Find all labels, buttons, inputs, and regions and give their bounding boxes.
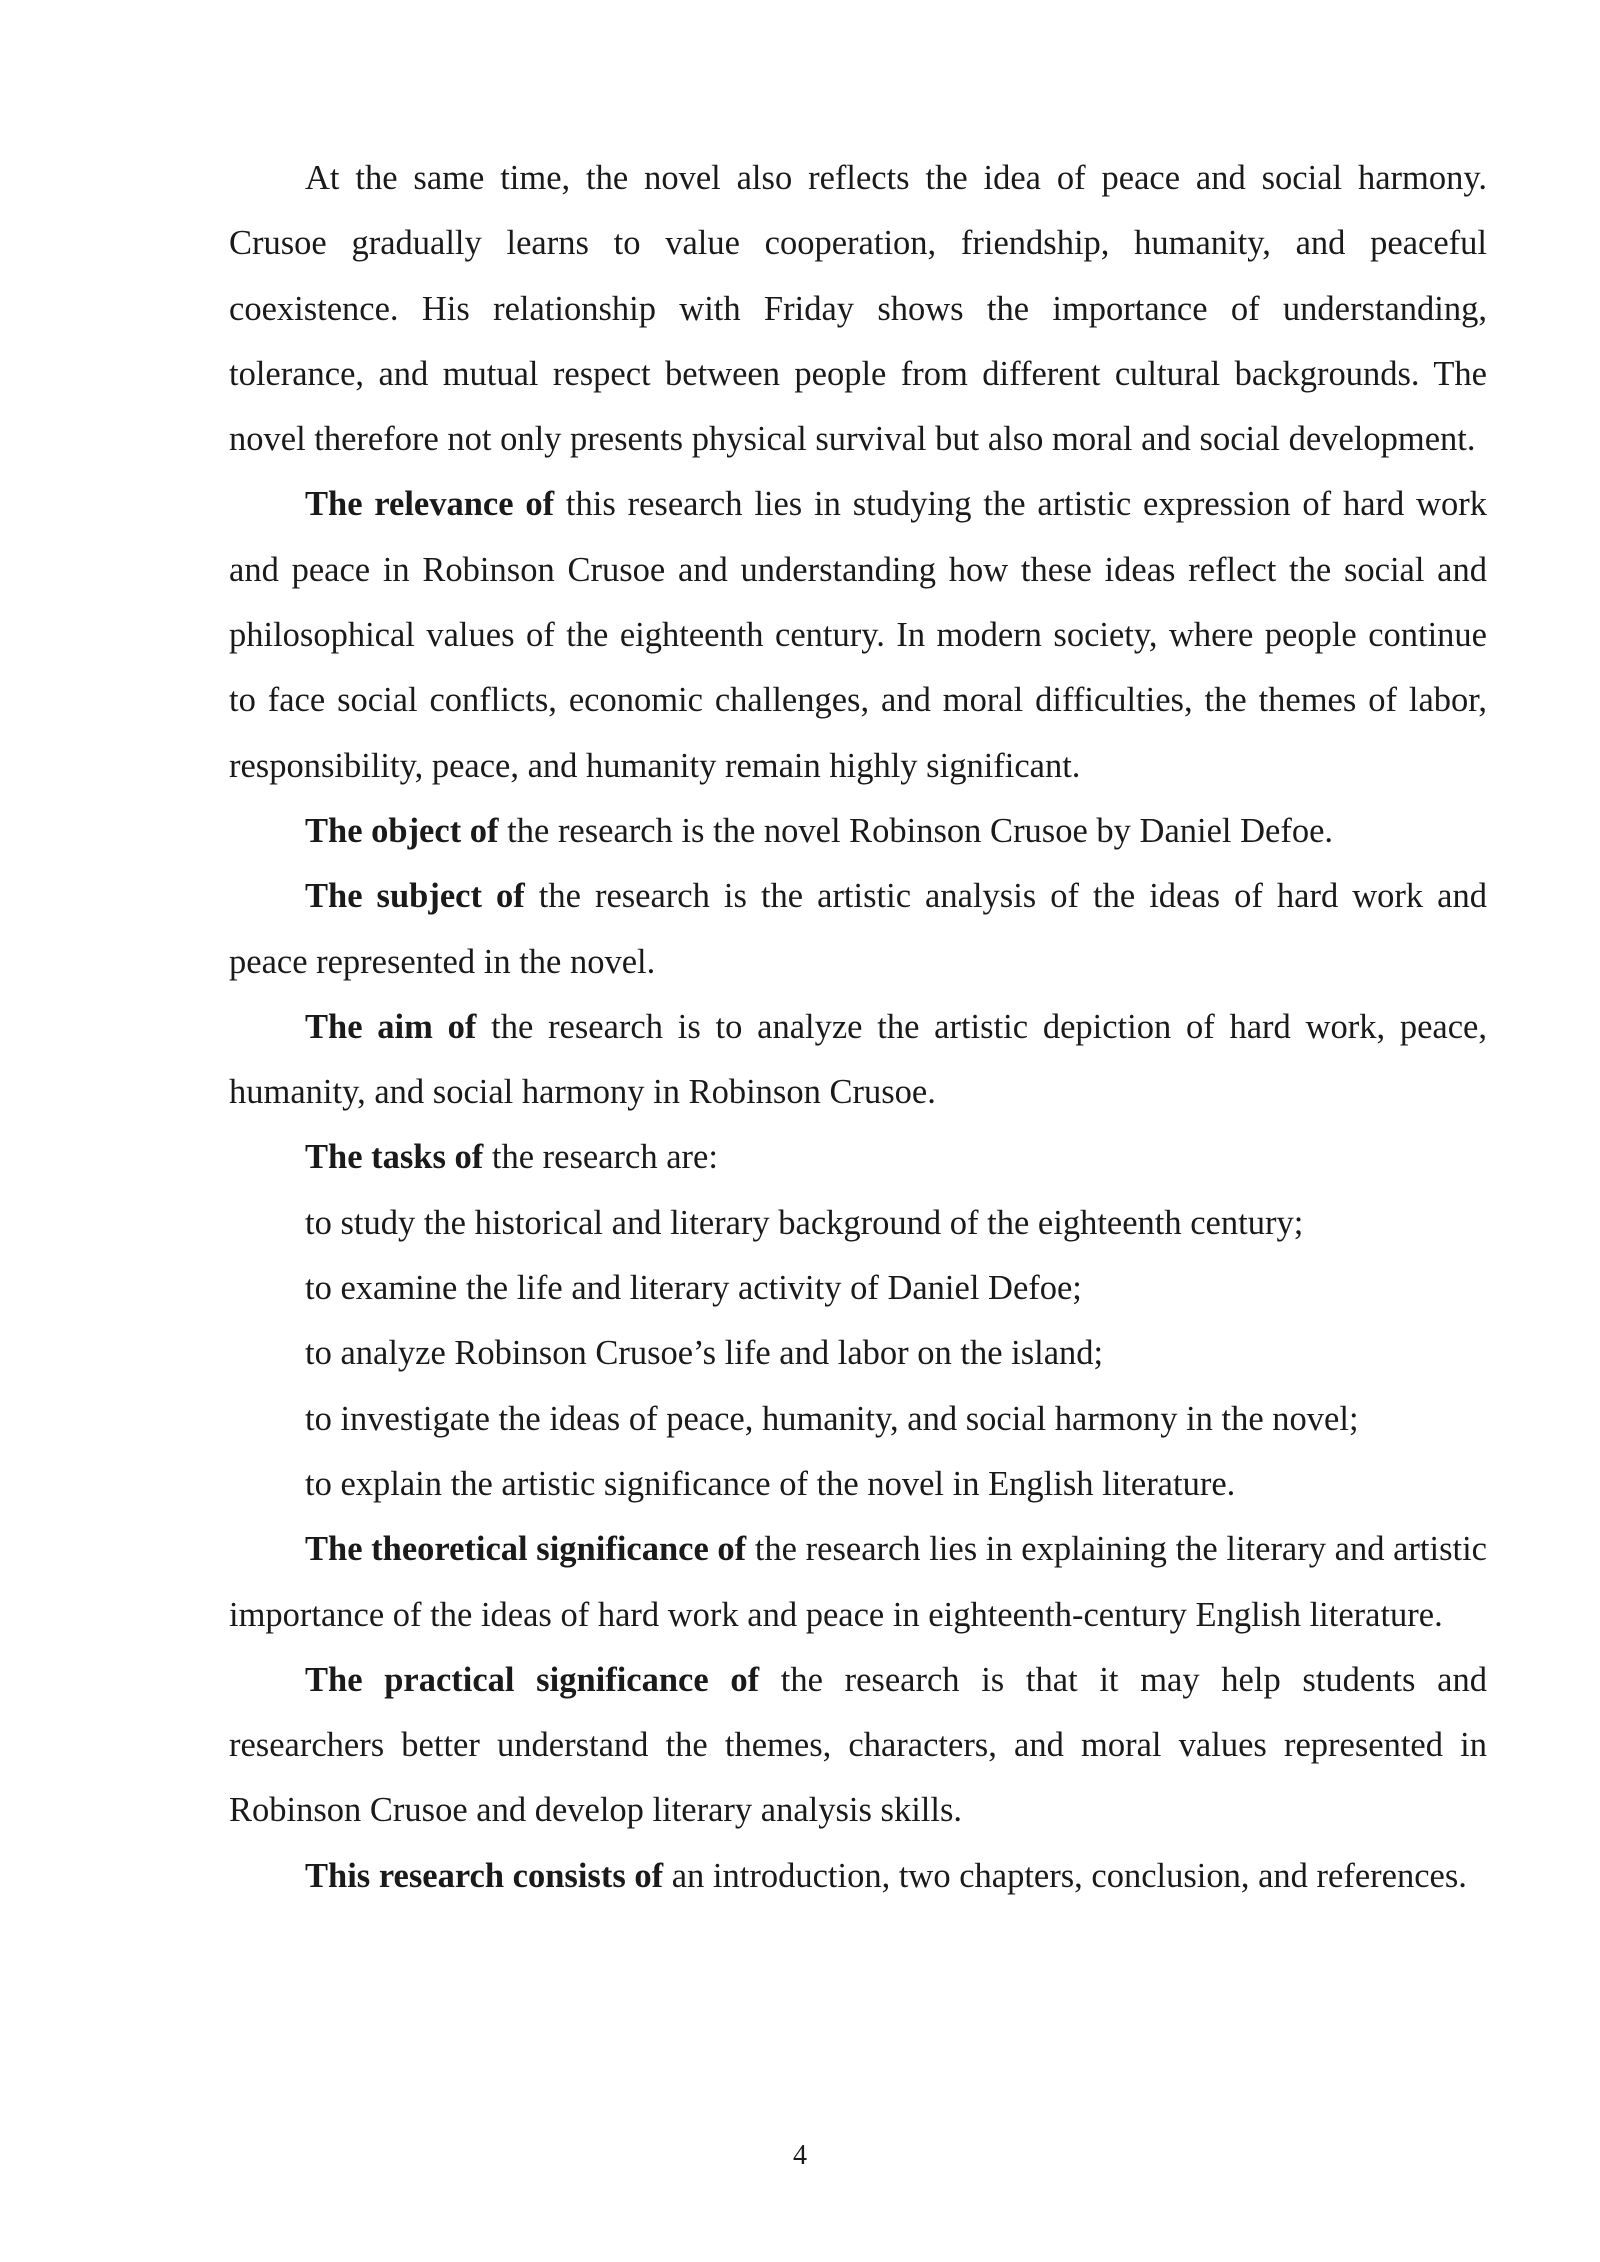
structure-text: an introduction, two chapters, conclusion, and references. xyxy=(663,1856,1467,1895)
paragraph-theoretical-significance xyxy=(229,1517,1487,1648)
theoretical-text: the research lies in explaining the literary and artistic importance of the ideas of hard work and peace in eighteenth-century English literature. xyxy=(229,1530,1487,1634)
subject-text: the research is the artistic analysis of the ideas of hard work and peace represented in the novel. xyxy=(229,877,1487,981)
subject-heading: The subject of xyxy=(305,877,525,916)
relevance-text: this research lies in studying the artistic expression of hard work and peace in Robinson Crusoe and understanding how these ideas reflect the social and philosophical values of the eighteenth century. In modern society, where people continue to face social conflicts, economic challenges, and moral difficulties, the themes of labor, responsibility, peace, and humanity remain highly significant. xyxy=(229,485,1487,785)
practical-heading: The practical significance of xyxy=(305,1660,760,1699)
paragraph-practical-significance xyxy=(229,1648,1487,1844)
task-item: to investigate the ideas of peace, humanity, and social harmony in the novel; xyxy=(305,1399,1359,1438)
task-item: to explain the artistic significance of the novel in English literature. xyxy=(305,1464,1236,1503)
task-item: to examine the life and literary activity of Daniel Defoe; xyxy=(305,1269,1082,1308)
aim-heading: The aim of xyxy=(305,1007,477,1046)
task-item: to analyze Robinson Crusoe’s life and labor on the island; xyxy=(305,1334,1104,1373)
relevance-heading: The relevance of xyxy=(305,485,555,524)
aim-text: the research is to analyze the artistic depiction of hard work, peace, humanity, and social harmony in Robinson Crusoe. xyxy=(229,1007,1487,1112)
theoretical-heading: The theoretical significance of xyxy=(305,1530,747,1569)
paragraph-structure xyxy=(229,1844,1487,1909)
body-text xyxy=(229,146,1487,1909)
practical-text: the research is that it may help students and researchers better understand the themes, characters, and moral values represented in Robinson Crusoe and develop literary analysis skills. xyxy=(229,1660,1487,1830)
task-item: to study the historical and literary background of the eighteenth century; xyxy=(305,1203,1304,1242)
paragraph-object xyxy=(229,799,1487,864)
paragraph-peace-harmony: At the same time, the novel also reflects the idea of peace and social harmony. Crusoe gradually learns to value cooperation, friendship, humanity, and peaceful coexistence. His relationship with Friday shows the importance of understanding, tolerance, and mutual respect between people from different cultural backgrounds. The novel therefore not only presents physical survival but also moral and social development. xyxy=(229,159,1487,459)
paragraph-aim xyxy=(229,995,1487,1126)
paragraph-relevance xyxy=(229,472,1487,798)
object-heading: The object of xyxy=(305,811,499,850)
object-text: the research is the novel Robinson Crusoe by Daniel Defoe. xyxy=(498,811,1334,850)
page-number: 4 xyxy=(793,2140,807,2171)
structure-heading: This research consists of xyxy=(305,1856,664,1895)
paragraph-tasks xyxy=(229,1125,1487,1190)
paragraph-subject xyxy=(229,864,1487,995)
tasks-heading: The tasks of xyxy=(305,1138,484,1177)
tasks-text: the research are: xyxy=(483,1138,718,1177)
